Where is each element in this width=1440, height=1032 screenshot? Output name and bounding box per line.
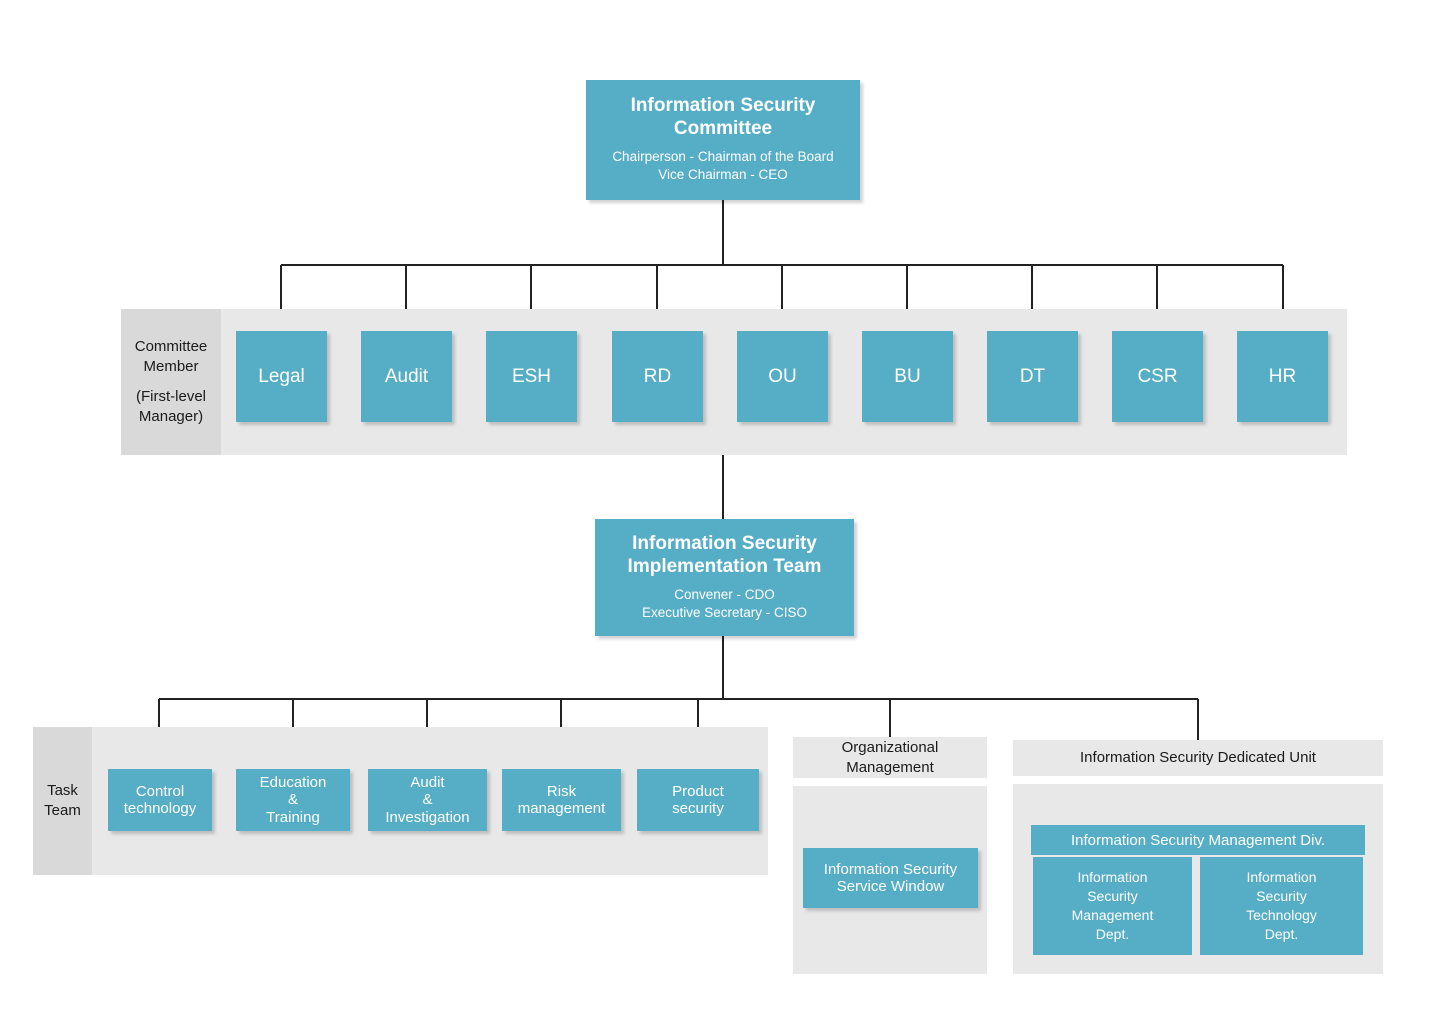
information-security-committee-box[interactable] [586, 80, 860, 200]
member-label: Legal [258, 365, 305, 387]
member-label: DT [1019, 365, 1046, 387]
information-security-service-window[interactable]: Information Security Service Window [803, 848, 978, 908]
organizational-management-header: Organizational Management [793, 737, 987, 778]
committee-member-csr[interactable] [1112, 331, 1203, 422]
implementation-team-box[interactable] [595, 519, 854, 636]
dedicated-unit-header: Information Security Dedicated Unit [1013, 740, 1383, 776]
committee-member-ou[interactable] [737, 331, 828, 422]
information-security-management-division[interactable]: Information Security Management Div. [1031, 825, 1365, 855]
member-label: OU [768, 365, 797, 387]
committee-member-bu[interactable] [862, 331, 953, 422]
committee-member-legal[interactable] [236, 331, 327, 422]
member-label: BU [894, 365, 921, 387]
task-audit-investigation[interactable]: Audit & Investigation [368, 769, 487, 831]
committee-member-dt[interactable] [987, 331, 1078, 422]
task-control-technology[interactable]: Control technology [108, 769, 212, 831]
task-product-security[interactable]: Product security [637, 769, 759, 831]
task-risk-management[interactable]: Risk management [502, 769, 621, 831]
committee-subtitle: Chairperson - Chairman of the Board Vice Chairman - CEO [612, 149, 834, 183]
task-team-label: Task Team [33, 727, 92, 875]
committee-member-label: Committee Member (First-level Manager) [121, 309, 221, 455]
member-label: HR [1268, 365, 1297, 387]
committee-member-audit[interactable] [361, 331, 452, 422]
implementation-team-title: Information Security Implementation Team [627, 532, 822, 577]
member-label: CSR [1137, 365, 1178, 387]
member-label: ESH [511, 365, 552, 387]
committee-member-rd[interactable] [612, 331, 703, 422]
information-security-technology-dept[interactable]: Information Security Technology Dept. [1198, 857, 1365, 957]
committee-title: Information Security Committee [630, 95, 816, 140]
task-education-training[interactable]: Education & Training [236, 769, 350, 831]
implementation-team-subtitle: Convener - CDO Executive Secretary - CISO [641, 586, 808, 620]
member-label: RD [643, 365, 672, 387]
committee-member-esh[interactable] [486, 331, 577, 422]
member-label: Audit [384, 365, 429, 387]
information-security-management-dept[interactable]: Information Security Management Dept. [1031, 857, 1194, 957]
committee-member-hr[interactable] [1237, 331, 1328, 422]
